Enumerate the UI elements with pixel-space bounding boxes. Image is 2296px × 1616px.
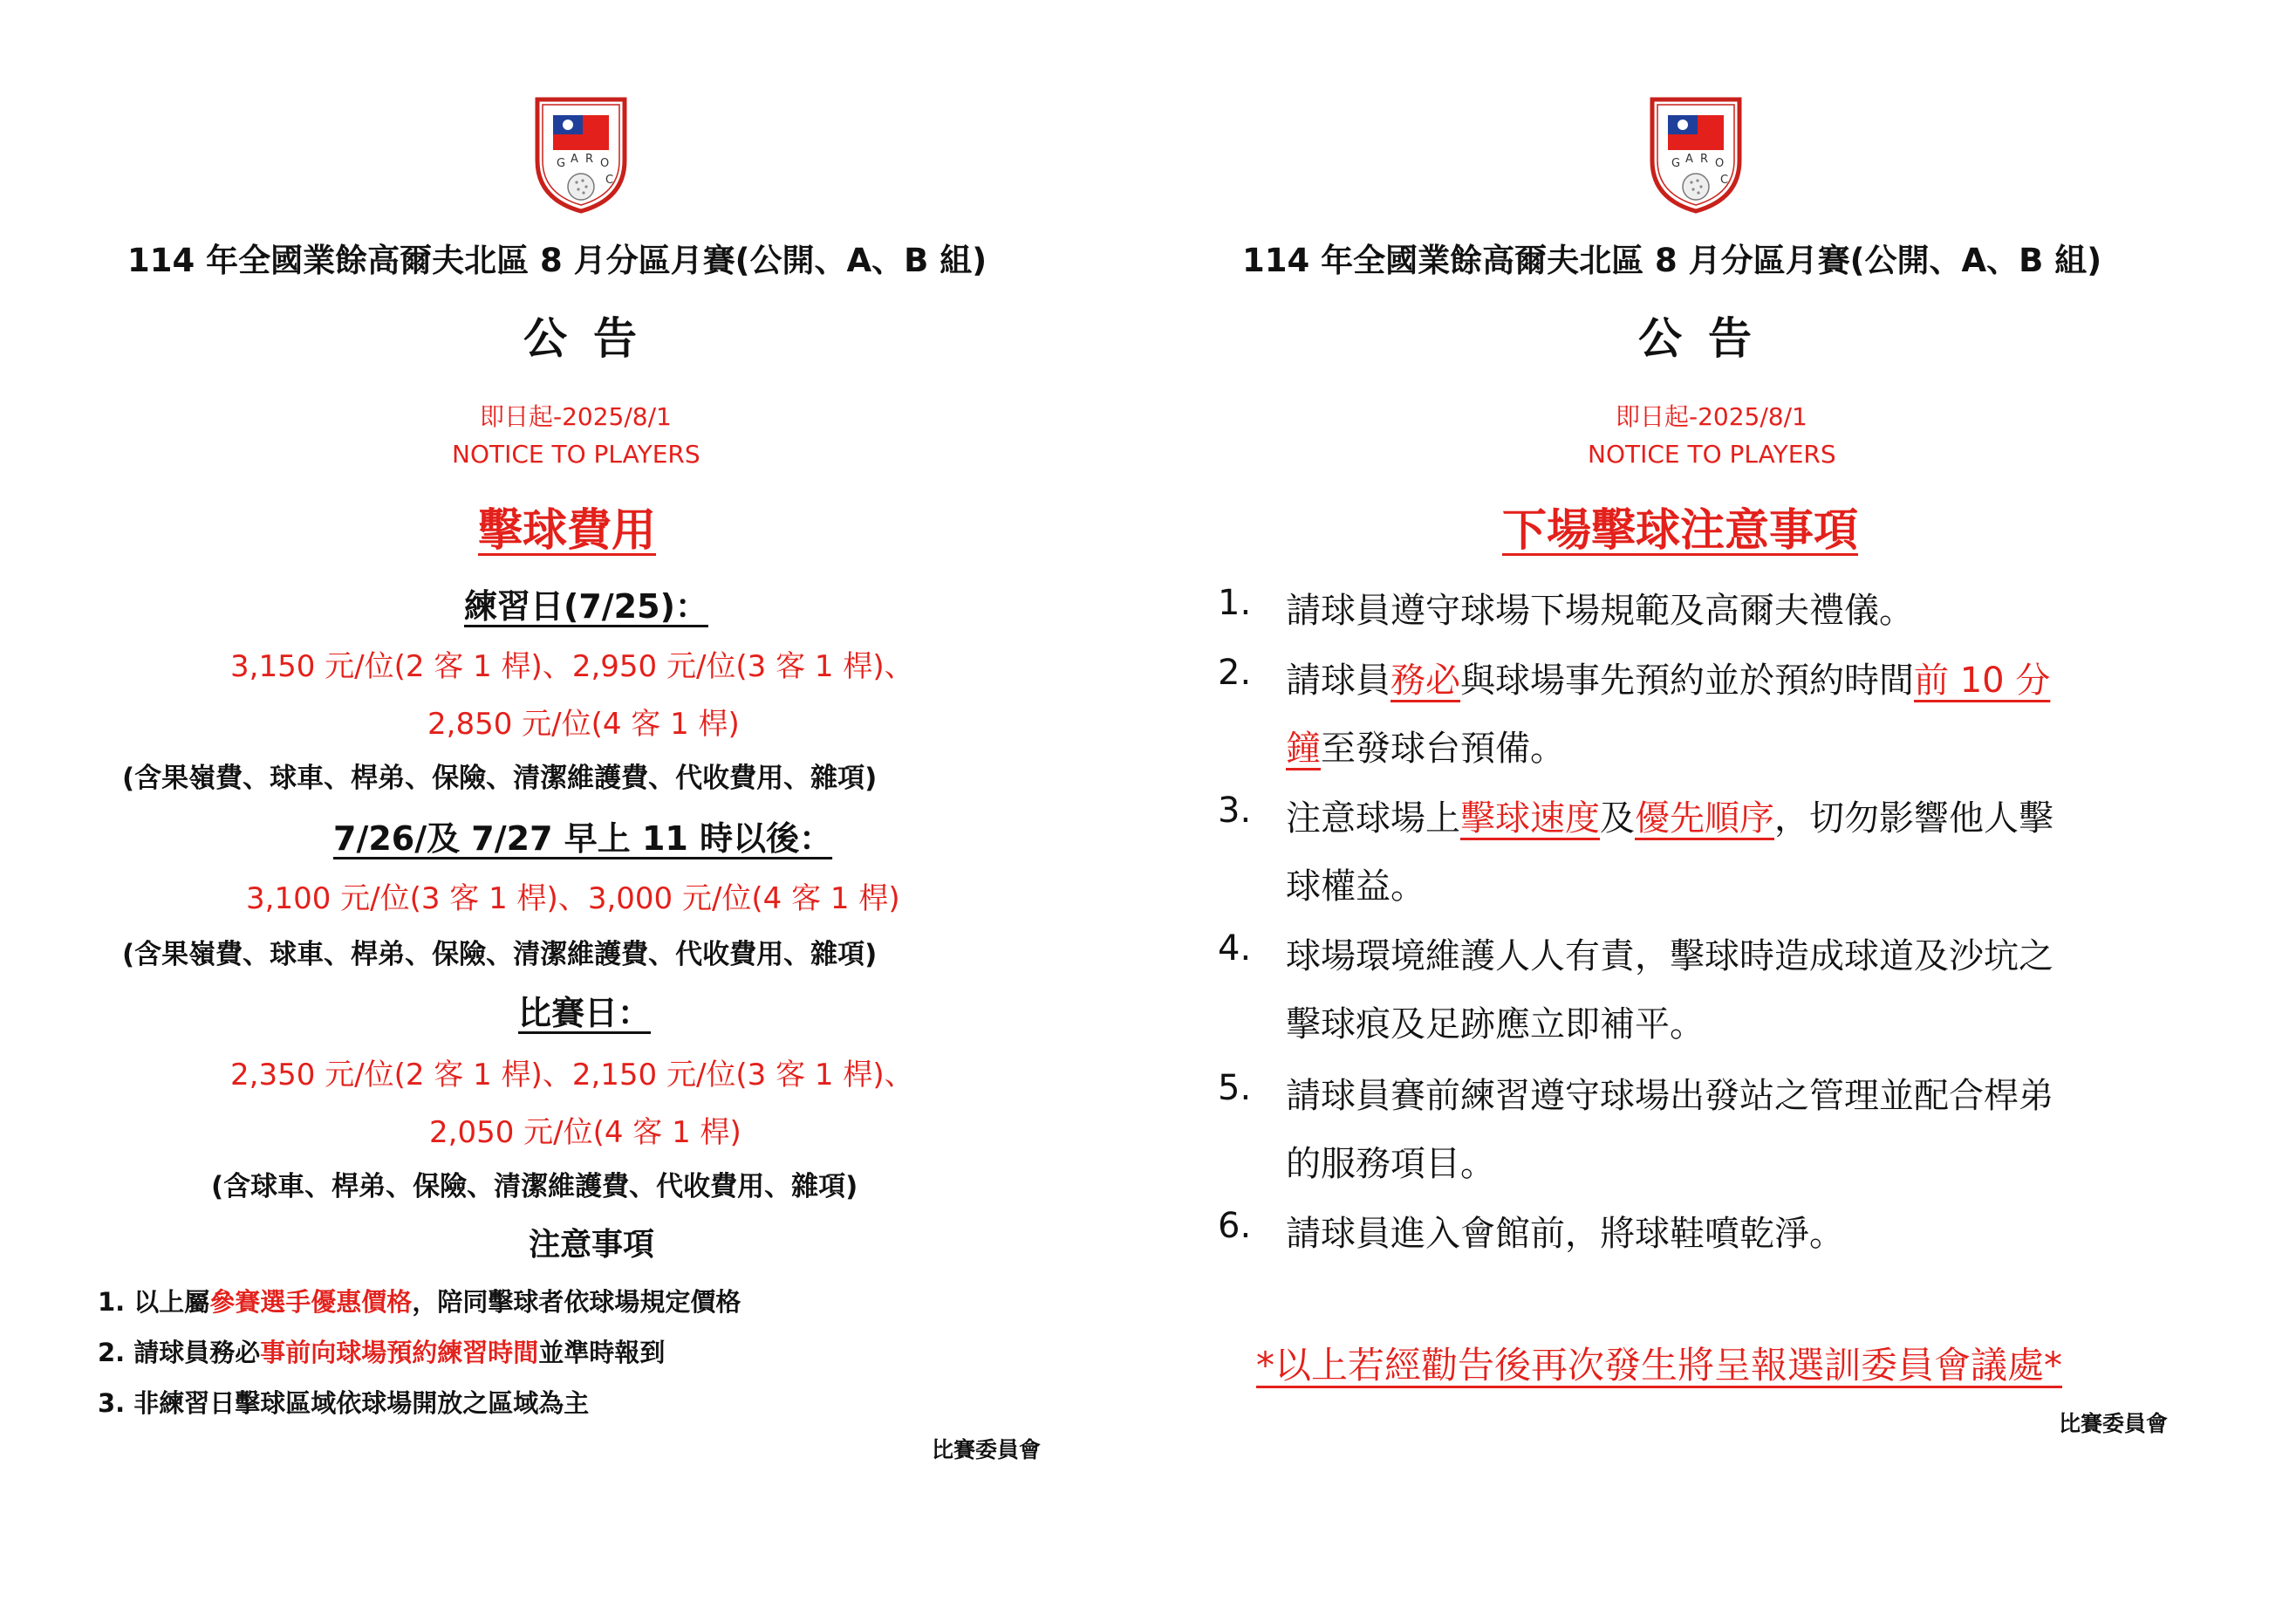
- match-day-includes: (含球車、桿弟、保險、清潔維護費、代收費用、雜項): [211, 1171, 858, 1202]
- match-day-prices-cont: 2,050 元/位(4 客 1 桿): [429, 1115, 741, 1150]
- weekend-heading: 7/26/及 7/27 早上 11 時以後：: [333, 819, 833, 858]
- rule-text: 請球員進入會館前，將球鞋噴乾淨。: [1286, 1214, 1844, 1254]
- match-day-prices: 2,350 元/位(2 客 1 桿)、2,150 元/位(3 客 1 桿)、: [230, 1058, 914, 1092]
- practice-day-prices-cont: 2,850 元/位(4 客 1 桿): [427, 707, 740, 742]
- rule-text-cont: 鐘至發球台預備。: [1286, 729, 1565, 769]
- svg-text:O: O: [600, 157, 610, 170]
- rule-text: 請球員務必與球場事先預約並於預約時間前 10 分: [1286, 661, 2051, 701]
- practice-day-includes: (含果嶺費、球車、桿弟、保險、清潔維護費、代收費用、雜項): [122, 763, 878, 794]
- garoc-emblem-icon: [1643, 92, 1748, 215]
- svg-text:R: R: [1700, 153, 1709, 166]
- svg-text:C: C: [1720, 174, 1729, 187]
- note-item: 3. 非練習日擊球區域依球場開放之區域為主: [98, 1388, 590, 1418]
- rule-text-cont: 擊球痕及足跡應立即補平。: [1286, 1004, 1705, 1044]
- svg-text:C: C: [605, 174, 614, 187]
- rule-text: 請球員賽前練習遵守球場出發站之管理並配合桿弟: [1286, 1076, 2053, 1116]
- rule-number: 3.: [1218, 791, 1252, 831]
- event-title: 114 年全國業餘高爾夫北區 8 月分區月賽(公開、A、B 組): [1242, 242, 2102, 279]
- event-title: 114 年全國業餘高爾夫北區 8 月分區月賽(公開、A、B 組): [127, 242, 987, 279]
- penalty-warning: *以上若經勸告後再次發生將呈報選訓委員會議處*: [1256, 1344, 2063, 1387]
- effective-date: 即日起-2025/8/1: [1616, 402, 1807, 431]
- svg-text:R: R: [585, 153, 594, 166]
- garoc-emblem-icon: [529, 92, 633, 215]
- committee-signature: 比賽委員會: [2059, 1411, 2169, 1436]
- notice-heading: 公告: [523, 313, 663, 364]
- right-notice-panel: [1148, 0, 2296, 1616]
- committee-signature: 比賽委員會: [932, 1437, 1042, 1462]
- practice-day-prices: 3,150 元/位(2 客 1 桿)、2,950 元/位(3 客 1 桿)、: [230, 649, 914, 684]
- svg-text:A: A: [1685, 153, 1693, 166]
- weekend-includes: (含果嶺費、球車、桿弟、保險、清潔維護費、代收費用、雜項): [122, 939, 878, 970]
- rule-number: 2.: [1218, 653, 1252, 693]
- rule-number: 5.: [1218, 1068, 1252, 1108]
- weekend-prices: 3,100 元/位(3 客 1 桿)、3,000 元/位(4 客 1 桿): [246, 881, 900, 916]
- rule-text: 注意球場上擊球速度及優先順序，切勿影響他人擊: [1286, 798, 2053, 839]
- notice-to-players: NOTICE TO PLAYERS: [452, 440, 700, 469]
- section-heading-fees: 擊球費用: [478, 505, 657, 557]
- svg-text:A: A: [571, 153, 578, 166]
- rule-text-cont: 球權益。: [1286, 866, 1425, 907]
- rule-number: 1.: [1218, 583, 1252, 623]
- svg-text:G: G: [1671, 157, 1681, 170]
- notice-heading: 公告: [1638, 313, 1778, 364]
- match-day-heading: 比賽日：: [518, 994, 652, 1032]
- notice-to-players: NOTICE TO PLAYERS: [1588, 440, 1836, 469]
- svg-text:G: G: [557, 157, 566, 170]
- rule-text: 球場環境維護人人有責，擊球時造成球道及沙坑之: [1286, 936, 2053, 976]
- section-heading-rules: 下場擊球注意事項: [1502, 505, 1859, 557]
- rule-text-cont: 的服務項目。: [1286, 1144, 1495, 1184]
- effective-date: 即日起-2025/8/1: [480, 402, 672, 431]
- notes-heading: 注意事項: [529, 1227, 655, 1263]
- rule-number: 4.: [1218, 928, 1252, 969]
- note-item: 2. 請球員務必事前向球場預約練習時間並準時報到: [98, 1338, 666, 1367]
- rule-number: 6.: [1218, 1206, 1252, 1246]
- rule-text: 請球員遵守球場下場規範及高爾夫禮儀。: [1286, 591, 1914, 631]
- note-item: 1. 以上屬參賽選手優惠價格，陪同擊球者依球場規定價格: [98, 1287, 741, 1317]
- svg-text:O: O: [1715, 157, 1725, 170]
- practice-day-heading: 練習日(7/25)：: [464, 587, 708, 626]
